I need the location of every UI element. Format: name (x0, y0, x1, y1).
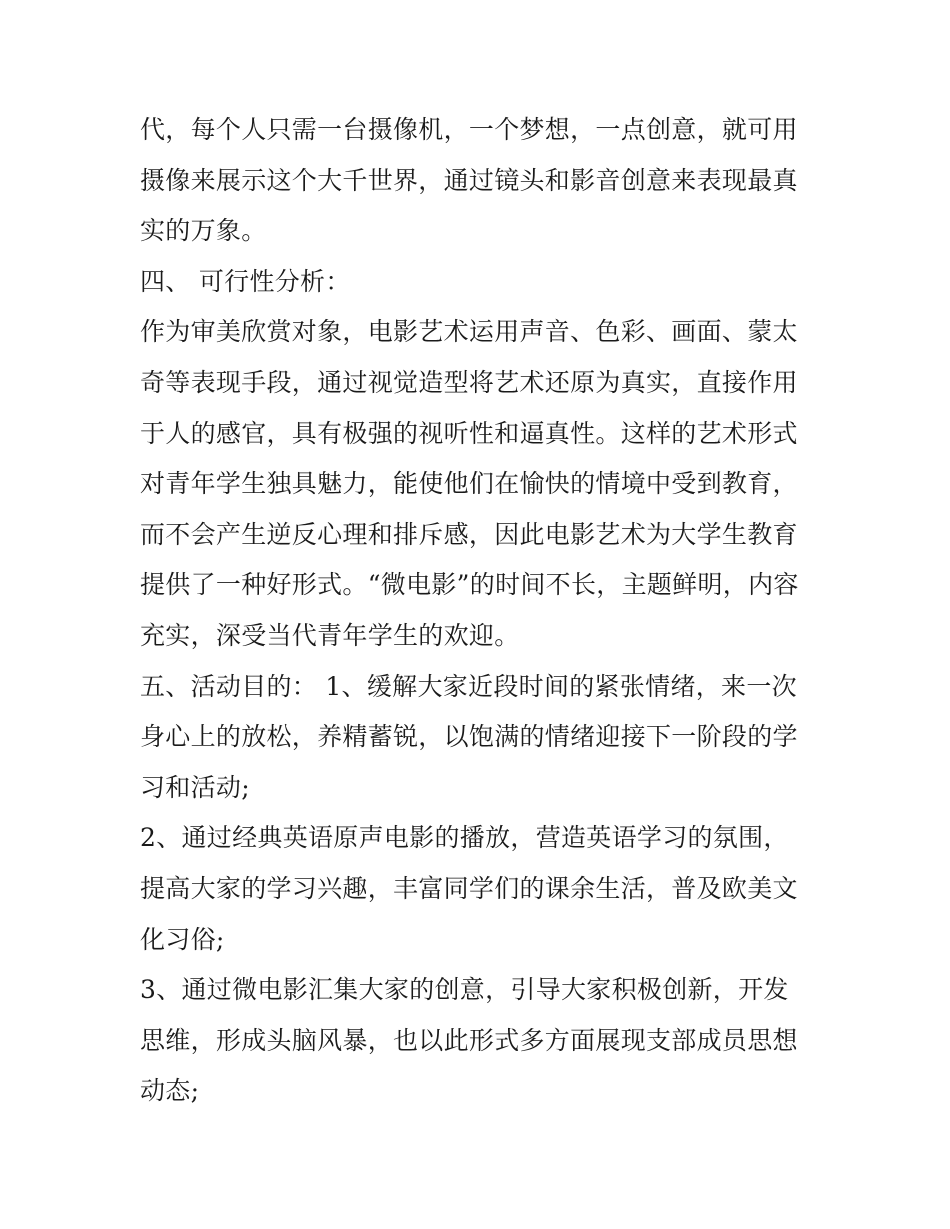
section-heading-feasibility: 四、 可行性分析： (140, 266, 351, 296)
paragraph-feasibility: 作为审美欣赏对象，电影艺术运用声音、色彩、画面、蒙太奇等表现手段，通过视觉造型将艺术还原为真实，直接作用于人的感官，具有极强的视听性和逼真性。这样的艺术形式对青年学生独具魅力，能使他们在愉快的情境中受到教育，而不会产生逆反心理和排斥感，因此电影艺术为大学生教育提供了一种好形式。“微电影”的时间不长，主题鲜明，内容充实，深受当代青年学生的欢迎。 (140, 317, 799, 650)
paragraph-purpose-2: 2、通过经典英语原声电影的播放，营造英语学习的氛围，提高大家的学习兴趣，丰富同学们的课余生活，普及欧美文化习俗; (140, 823, 798, 954)
section-heading-purpose: 五、活动目的： 1、缓解大家近段时间的紧张情绪，来一次身心上的放松，养精蓄锐，以饱满的情绪迎接下一阶段的学习和活动; (140, 671, 798, 802)
document-body (140, 105, 812, 1117)
paragraph-purpose-3: 3、通过微电影汇集大家的创意，引导大家积极创新，开发思维，形成头脑风暴，也以此形式多方面展现支部成员思想动态; (140, 975, 798, 1106)
paragraph-intro-continuation: 代，每个人只需一台摄像机，一个梦想，一点创意，就可用摄像来展示这个大千世界，通过镜头和影音创意来表现最真实的万象。 (140, 115, 798, 246)
